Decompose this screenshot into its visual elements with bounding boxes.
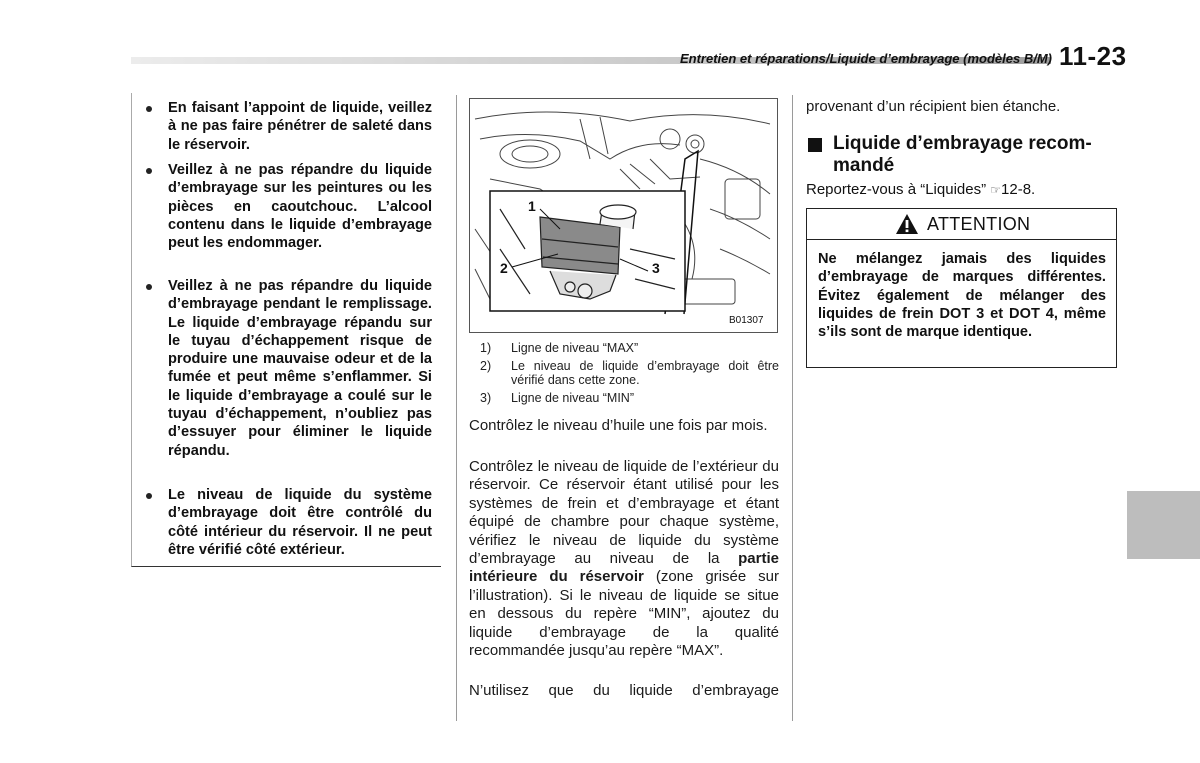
bullet-dot-icon xyxy=(146,284,152,290)
bullet-dot-icon xyxy=(146,168,152,174)
page-number: 11-23 xyxy=(1059,41,1127,71)
warning-triangle-icon xyxy=(895,213,919,235)
bullet-item: Le niveau de liquide du système d’embrayage doit être contrôlé du côté intérieur du réservoir. Il ne peut être vérifié côté extérieur. xyxy=(168,486,432,559)
running-header: Entretien et réparations/Liquide d’embrayage (modèles B/M) xyxy=(679,51,1052,66)
reservoir-drawing xyxy=(470,99,777,332)
column-divider-right xyxy=(792,95,793,721)
figure-code: B01307 xyxy=(729,315,764,326)
callout-1: 1 xyxy=(528,198,536,214)
attention-header xyxy=(807,209,1116,240)
reference-line: Reportez-vous à “Liquides” ☞12-8. xyxy=(806,181,1036,198)
section-title: Liquide d’embrayage recom- mandé xyxy=(833,133,1092,176)
attention-box xyxy=(806,208,1117,368)
bullet-item: Veillez à ne pas répandre du liquide d’embrayage sur les peintures ou les pièces en caoutchouc. L’alcool contenu dans le liquide d’embrayage peut les endommager. xyxy=(168,161,432,252)
callout-2: 2 xyxy=(500,260,508,276)
attention-text: Ne mélangez jamais des liquides d’embrayage de marques différentes. Évitez également de mélanger des liquides de frein DOT 3 et DOT 4, même s’ils sont de marque identique. xyxy=(818,251,1106,341)
paragraph-use-only: N’utilisez que du liquide d’embrayage xyxy=(469,682,779,699)
paragraph-check-monthly: Contrôlez le niveau d’huile une fois par mois. xyxy=(469,417,768,434)
bullet-dot-icon xyxy=(146,106,152,112)
column-divider-left xyxy=(456,95,457,721)
paragraph-continuation: provenant d’un récipient bien étanche. xyxy=(806,98,1061,115)
caution-bullet-box xyxy=(131,93,441,567)
engine-bay-illustration xyxy=(469,98,778,333)
bullet-dot-icon xyxy=(146,493,152,499)
section-square-icon xyxy=(808,138,822,152)
page-reference-icon: ☞ xyxy=(990,183,1002,197)
chapter-tab xyxy=(1127,491,1200,559)
bullet-item: En faisant l’appoint de liquide, veillez à ne pas faire pénétrer de saleté dans le réservoir. xyxy=(168,99,432,154)
emphasis-inner-part: partie intérieure du réservoir xyxy=(469,550,779,586)
callout-3: 3 xyxy=(652,260,660,276)
attention-label: ATTENTION xyxy=(927,214,1031,234)
paragraph-check-level: Contrôlez le niveau de liquide de l’extérieur du réservoir. Ce réservoir étant utilisé pour les systèmes de frein et d’embrayage et étant équipé de chambre pour chaque système, vérifiez le niveau de liquide du système d’embrayage au niveau de la partie intérieure du réservoir (zone grisée sur l’illustration). Si le niveau de liquide se situe en dessous du repère “MIN”, ajoutez du liquide d’embrayage de la qualité recommandée jusqu’au repère “MAX”. xyxy=(469,458,779,660)
bullet-item: Veillez à ne pas répandre du liquide d’embrayage pendant le remplissage. Le liquide d’embrayage répandu sur le tuyau d’échappement risque de produire une mauvaise odeur et de la fumée et peut même s’enflammer. Si le liquide d’embrayage a coulé sur le tuyau d’échappement, n’oubliez pas d’essuyer pour éliminer le liquide répandu. xyxy=(168,277,432,460)
